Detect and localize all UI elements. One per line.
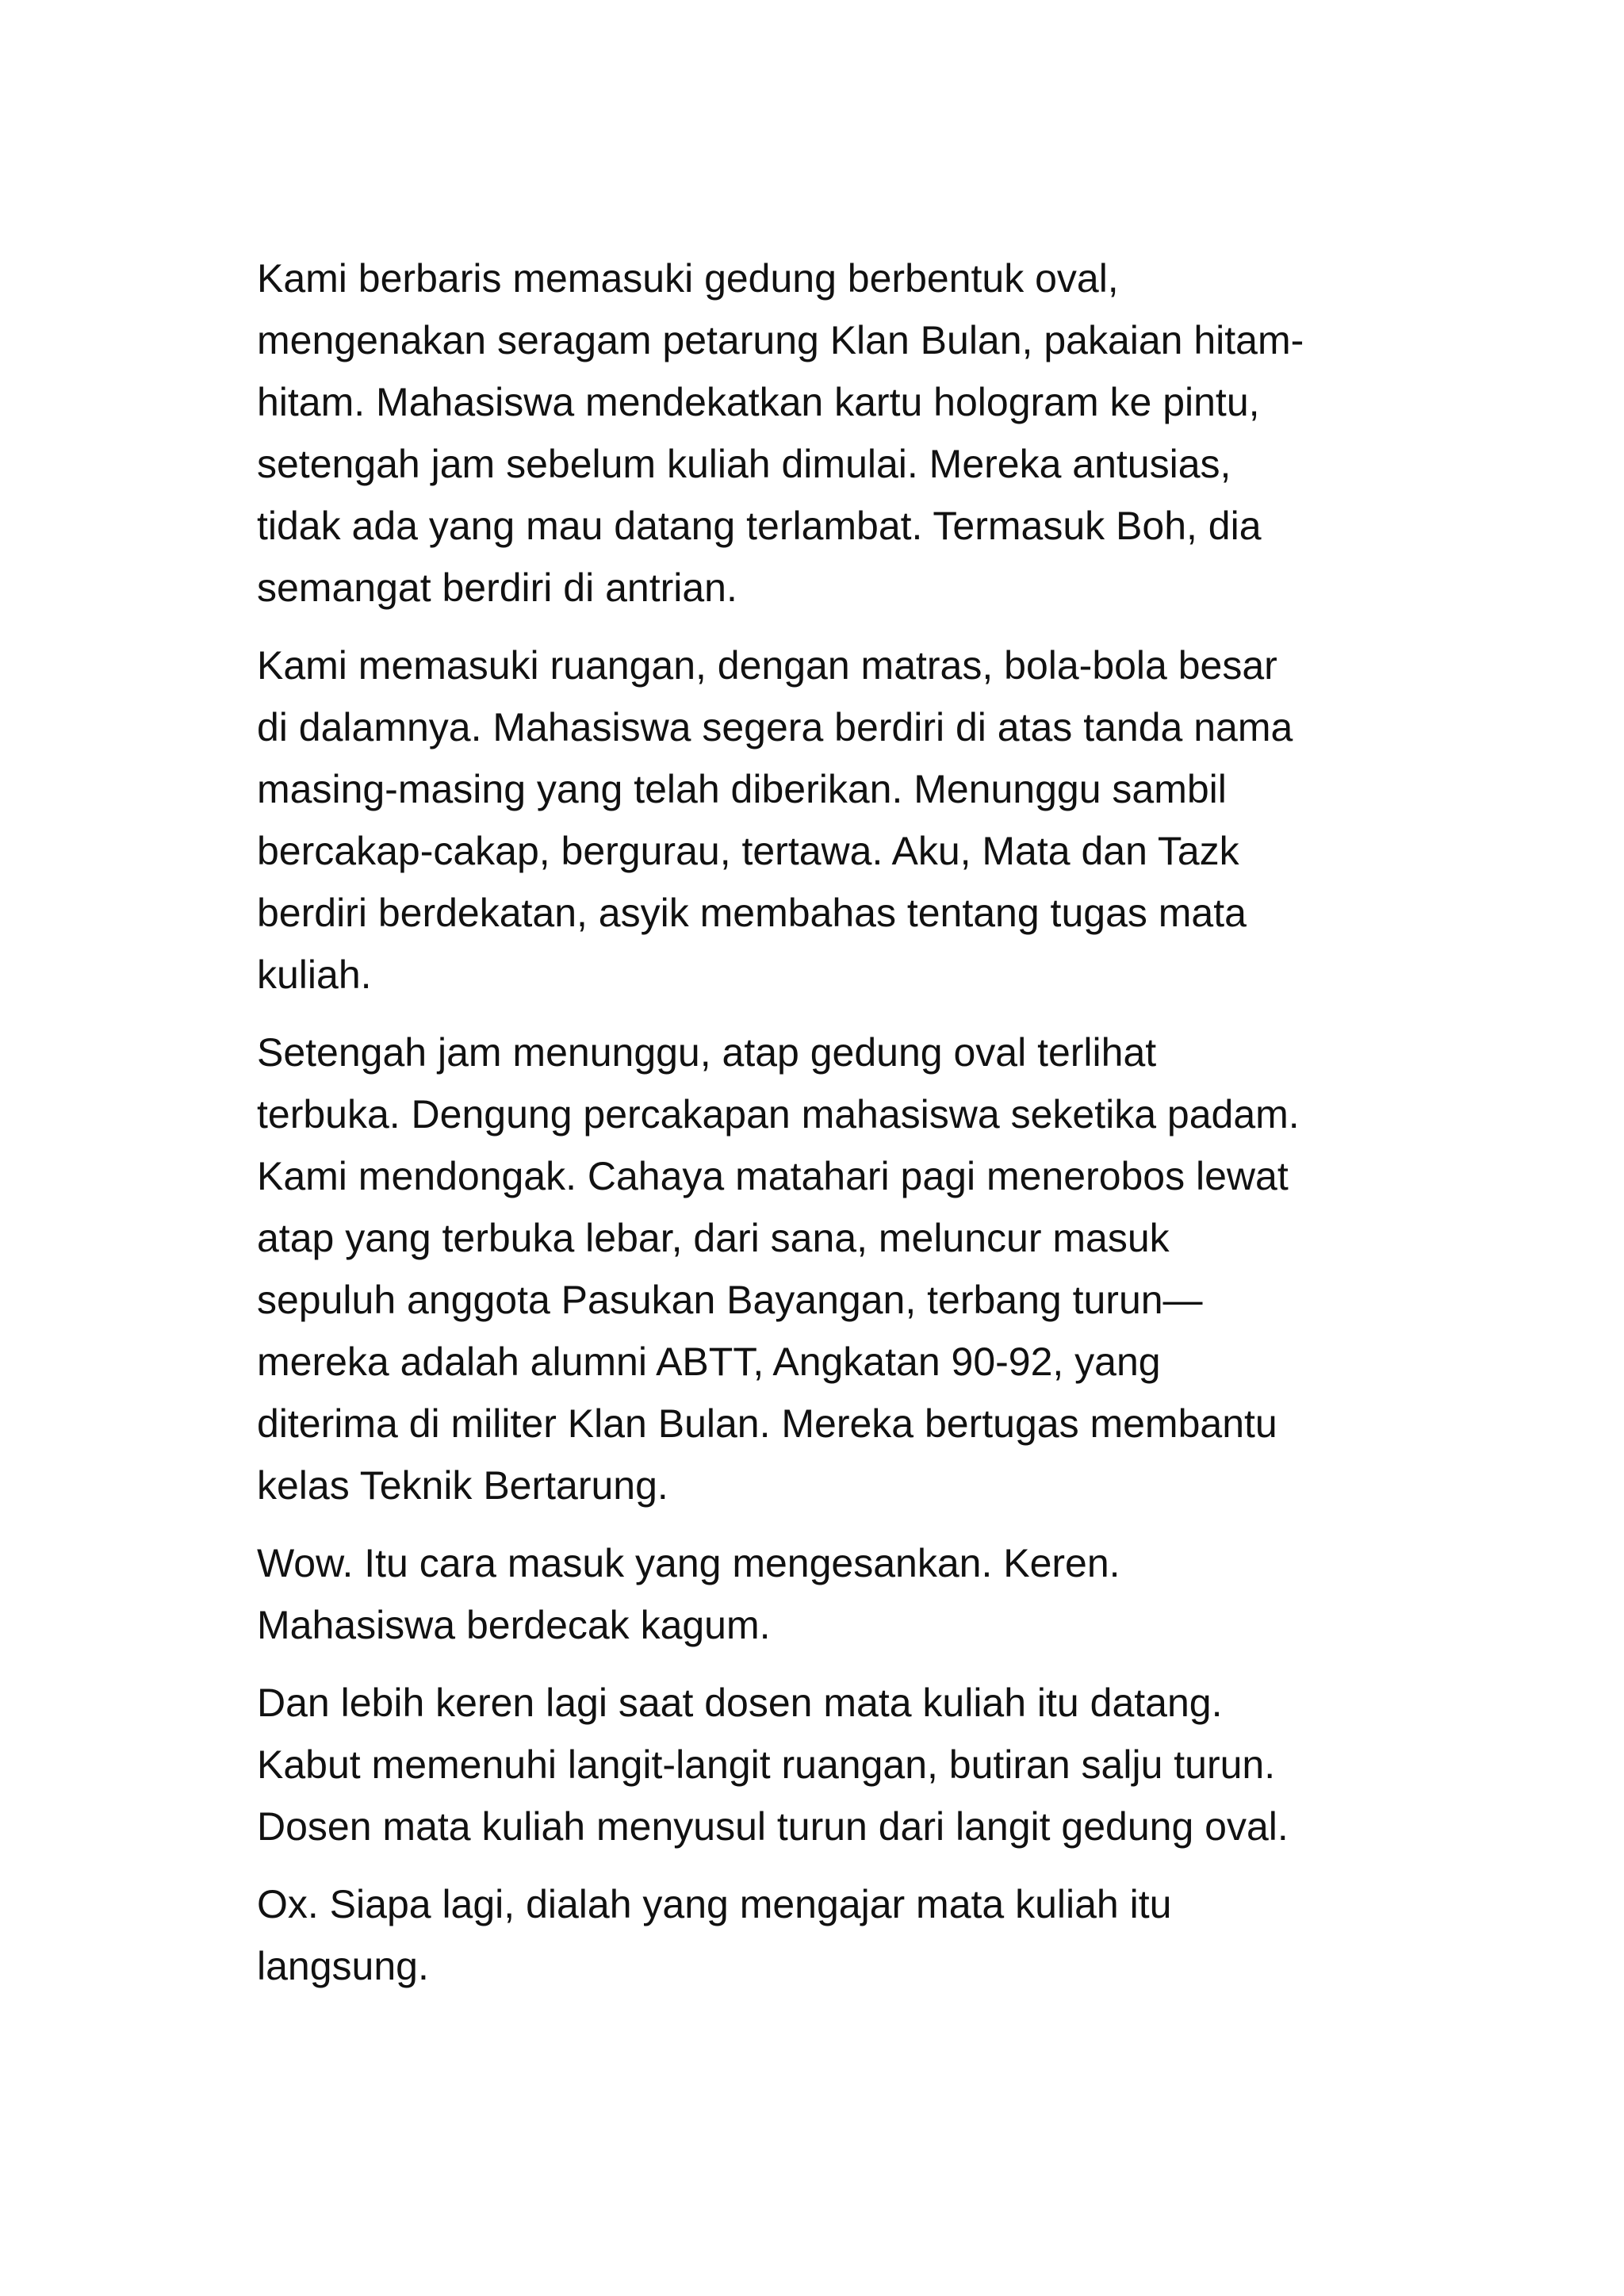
paragraph-4 [257, 1532, 1391, 1656]
paragraph-2 [257, 634, 1391, 1006]
text-line: tidak ada yang mau datang terlambat. Termasuk Boh, dia [257, 504, 1262, 548]
paragraph-3 [257, 1022, 1391, 1516]
text-line: berdiri berdekatan, asyik membahas tentang tugas mata [257, 891, 1247, 935]
text-line: atap yang terbuka lebar, dari sana, meluncur masuk [257, 1216, 1170, 1260]
paragraph-1 [257, 247, 1391, 619]
text-line: langsung. [257, 1944, 429, 1988]
text-line: masing-masing yang telah diberikan. Menunggu sambil [257, 767, 1227, 811]
text-line: bercakap-cakap, bergurau, tertawa. Aku, Mata dan Tazk [257, 829, 1239, 873]
text-line: Kami berbaris memasuki gedung berbentuk oval, [257, 256, 1119, 301]
text-line: mengenakan seragam petarung Klan Bulan, pakaian hitam- [257, 318, 1304, 362]
text-line: Setengah jam menunggu, atap gedung oval terlihat [257, 1030, 1157, 1075]
text-line: Dosen mata kuliah menyusul turun dari langit gedung oval. [257, 1804, 1289, 1849]
text-line: hitam. Mahasiswa mendekatkan kartu hologram ke pintu, [257, 380, 1260, 424]
text-line: semangat berdiri di antrian. [257, 565, 737, 610]
text-line: kelas Teknik Bertarung. [257, 1463, 668, 1508]
text-line: Kami memasuki ruangan, dengan matras, bola-bola besar [257, 643, 1277, 688]
text-line: Wow. Itu cara masuk yang mengesankan. Keren. [257, 1541, 1120, 1585]
text-line: setengah jam sebelum kuliah dimulai. Mereka antusias, [257, 442, 1231, 486]
text-line: diterima di militer Klan Bulan. Mereka bertugas membantu [257, 1401, 1277, 1446]
text-line: mereka adalah alumni ABTT, Angkatan 90-92, yang [257, 1340, 1161, 1384]
body-text [257, 247, 1391, 2013]
text-line: Dan lebih keren lagi saat dosen mata kuliah itu datang. [257, 1681, 1223, 1725]
text-line: di dalamnya. Mahasiswa segera berdiri di atas tanda nama [257, 705, 1293, 749]
text-line: Kabut memenuhi langit-langit ruangan, butiran salju turun. [257, 1742, 1276, 1787]
text-line: sepuluh anggota Pasukan Bayangan, terbang turun— [257, 1278, 1203, 1322]
text-line: kuliah. [257, 953, 372, 997]
paragraph-6 [257, 1873, 1391, 1997]
text-line: terbuka. Dengung percakapan mahasiswa seketika padam. [257, 1092, 1300, 1137]
paragraph-5 [257, 1672, 1391, 1857]
text-line: Mahasiswa berdecak kagum. [257, 1603, 771, 1647]
text-line: Kami mendongak. Cahaya matahari pagi menerobos lewat [257, 1154, 1289, 1198]
text-line: Ox. Siapa lagi, dialah yang mengajar mata kuliah itu [257, 1882, 1172, 1926]
